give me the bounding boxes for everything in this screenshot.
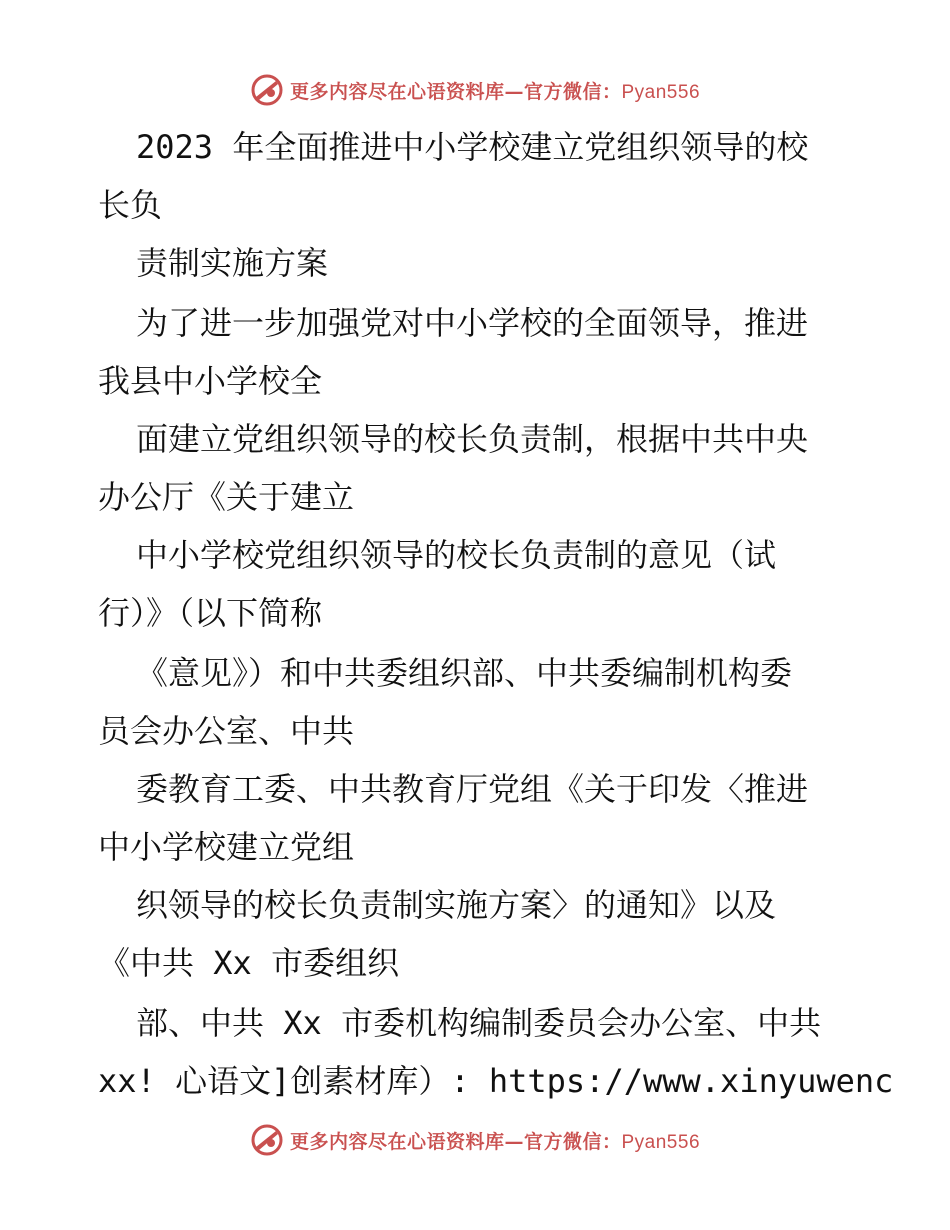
banner-main-text: 更多内容尽在心语资料库—官方微信： bbox=[289, 80, 622, 103]
paragraph-line: 织领导的校长负责制实施方案〉的通知》以及 bbox=[136, 886, 777, 924]
paragraph-line: 我县中小学校全 bbox=[98, 362, 323, 400]
paragraph-line: 行）》（以下简称 bbox=[98, 594, 323, 632]
paragraph-line: 面建立党组织领导的校长负责制，根据中共中央 bbox=[136, 420, 809, 458]
banner-text bbox=[290, 77, 700, 104]
paragraph-line: 委教育工委、中共教育厅党组《关于印发〈推进 bbox=[136, 770, 809, 808]
paragraph-line: 中小学校党组织领导的校长负责制的意见（试 bbox=[136, 536, 777, 574]
banner-text bbox=[290, 1127, 700, 1154]
paragraph-line: 中小学校建立党组 bbox=[98, 828, 355, 866]
banner-main-text: 更多内容尽在心语资料库—官方微信： bbox=[289, 1130, 622, 1153]
paragraph-line: 为了进一步加强党对中小学校的全面领导，推进 bbox=[136, 304, 809, 342]
footer-watermark-banner bbox=[0, 1120, 950, 1160]
header-watermark-banner bbox=[0, 70, 950, 110]
paragraph-line: 《意见》）和中共委组织部、中共委编制机构委 bbox=[136, 654, 793, 692]
title-line-3: 责制实施方案 bbox=[136, 244, 329, 282]
logo-icon bbox=[250, 73, 284, 107]
paragraph-line-url: xx! 心语文]创素材库）: https://www.xinyuwenc bbox=[98, 1062, 894, 1100]
wechat-id: Pyan556 bbox=[621, 1131, 701, 1153]
wechat-id: Pyan556 bbox=[621, 81, 701, 103]
paragraph-line: 员会办公室、中共 bbox=[98, 712, 355, 750]
logo-icon bbox=[250, 1123, 284, 1157]
paragraph-line: 办公厅《关于建立 bbox=[98, 478, 355, 516]
title-line-2: 长负 bbox=[98, 186, 163, 224]
title-line-1: 2023 年全面推进中小学校建立党组织领导的校 bbox=[136, 128, 809, 166]
paragraph-line: 《中共 Xx 市委组织 bbox=[98, 944, 400, 982]
paragraph-line: 部、中共 Xx 市委机构编制委员会办公室、中共 bbox=[136, 1004, 822, 1042]
